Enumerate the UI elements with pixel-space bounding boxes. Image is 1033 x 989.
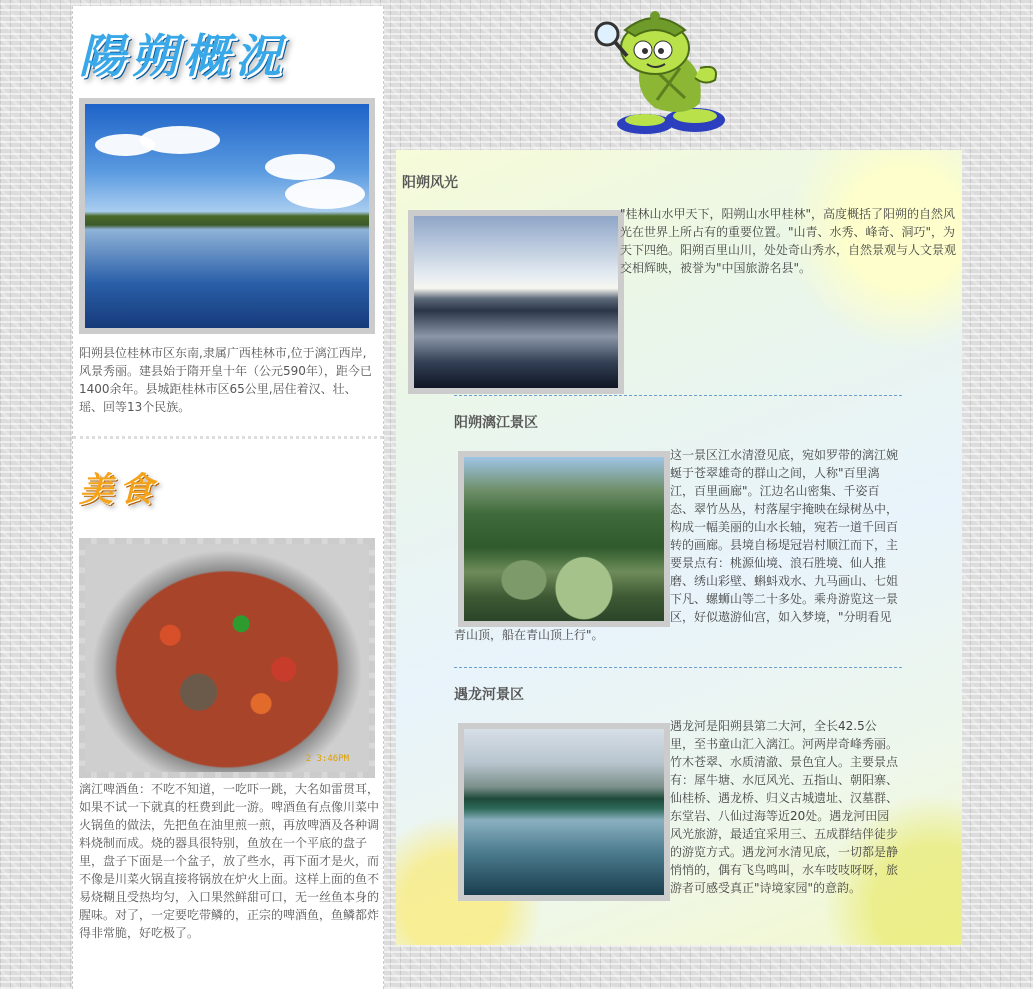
beer-fish-photo: [85, 544, 369, 772]
yangshuo-river-photo: [414, 216, 618, 388]
detective-mascot-icon: [585, 8, 730, 134]
divider: [454, 395, 902, 396]
yangshuo-photo-frame: [408, 210, 624, 394]
intro-text: 阳朔县位桂林市区东南,隶属广西桂林市,位于漓江西岸,风景秀丽。建县始于隋开皇十年（公元590年），距今已1400余年。县城距桂林市区65公里,居住着汉、壮、瑶、回等13个民族。: [79, 346, 372, 414]
lijiang-text: 这一景区江水清澄见底，宛如罗带的漓江婉蜒于苍翠雄奇的群山之间，人称"百里漓江，百里画廊"。江边名山密集、千姿百态、翠竹丛丛，村落屋宇掩映在绿树丛中，构成一幅美丽的山水长轴，宛若一道千回百转的画廊。县境自杨堤冠岩村顺江而下，主要景点有：桃源仙境、浪石胜境、仙人推磨、绣山彩壁、蝌蚪戏水、九马画山、七姐下凡、螺蛳山等二十多处。乘舟游览这一景区，好似遨游仙宫，如入梦境，"分明看见青山顶，船在青山顶上行"。: [454, 448, 899, 642]
left-column: [72, 6, 384, 989]
yangshuo-text: "桂林山水甲天下，阳朔山水甲桂林"，高度概括了阳朔的自然风光在世界上所占有的重要位置。"山青、水秀、峰奇、洞巧"，为天下四绝。阳朔百里山川，处处奇山秀水，自然景观与人文景观交相辉映，被誉为"中国旅游名县"。: [620, 207, 957, 275]
landscape-photo-frame: [79, 98, 375, 334]
lake-landscape-photo: [85, 104, 369, 328]
divider: [73, 436, 383, 443]
divider: [454, 667, 902, 668]
section-title-yangshuo: 阳朔风光: [402, 175, 458, 191]
section-title-lijiang: 阳朔漓江景区: [454, 415, 538, 431]
food-text: 漓江啤酒鱼：不吃不知道，一吃吓一跳，大名如雷贯耳，如果不试一下就真的枉费到此一游。啤酒鱼有点像川菜中火锅鱼的做法，先把鱼在油里煎一煎，再放啤酒及各种调料烧制而成。烧的器具很特别，鱼放在一个平底的盘子里，盘子下面是一个盆子，放了些水，再下面才是火，而不像是川菜火锅直接将锅放在炉火上面。这样上面的鱼不易烧糊且受热均匀，入口果然鲜甜可口，无一丝鱼本身的腥味。对了，一定要吃带鳞的，正宗的啤酒鱼，鱼鳞都炸得非常脆，好吃极了。: [79, 782, 380, 940]
section-title-yulong: 遇龙河景区: [454, 687, 524, 703]
content-panel: [396, 150, 962, 945]
photo-timestamp: 2 3:46PM: [305, 754, 349, 764]
food-photo-frame: [79, 538, 375, 778]
yulong-text: 遇龙河是阳朔县第二大河，全长42.5公里，至书童山汇入漓江。河两岸奇峰秀丽。竹木苍翠、水质清澈、景色宜人。主要景点有：犀牛塘、水厄风光、五指山、朝阳寨、仙桂桥、遇龙桥、归义古城遗址、汉墓群、东堂岩、八仙过海等近20处。遇龙河田园风光旅游，最适宜采用三、五成群结伴徒步的游览方式。遇龙河水清见底，一切都是静悄悄的，偶有飞鸟鸣叫，水车吱吱呀呀，旅游者可感受真正"诗境家园"的意韵。: [670, 719, 899, 895]
food-title: 美食: [79, 470, 159, 510]
page-title: 陽朔概況: [79, 29, 287, 83]
